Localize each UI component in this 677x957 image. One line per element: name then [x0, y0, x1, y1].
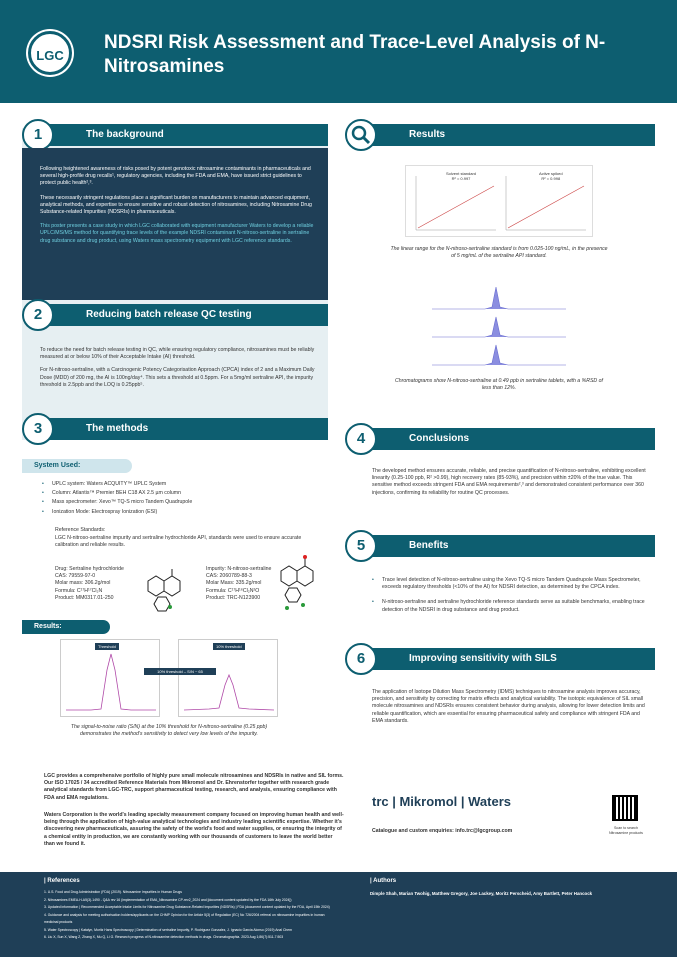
threshold-label: Threshold: [95, 643, 119, 650]
authors-title: | Authors: [370, 878, 397, 884]
reference-item: 1. U.S. Food and Drug Administration (FDA) (2019). Nitrosamine Impurities in Human Drugs: [44, 890, 182, 894]
impurity-formula: Formula: C¹⁷H¹⁶Cl₂N²O: [206, 587, 260, 594]
drug-formula: Formula: C¹⁷H¹⁷Cl₂N: [55, 587, 103, 594]
sn-trace-1: [61, 640, 161, 718]
linearity-chart: [405, 165, 593, 237]
results-heading: Results: [359, 124, 655, 146]
lin-label-b: Active spiked: [539, 171, 563, 176]
section-6-heading: Improving sensitivity with SILS: [359, 648, 655, 670]
section-2-number: 2: [22, 299, 54, 331]
references-title: | References: [44, 878, 80, 884]
system-item: • UPLC system: Waters ACQUITY™ UPLC System: [42, 481, 312, 488]
section-3-number: 3: [22, 413, 54, 445]
system-used-label: System Used:: [22, 459, 132, 473]
results-label: Results:: [22, 620, 110, 634]
drug-info: [55, 566, 135, 602]
reference-item: 5. Water Spectroscopy | Katalyn, Moritz Hans Spectroscopy | Determination of sertraline Impurity, P. Rodriguez Gonzalez, J. Ignacio Garcia Alonso (2019) Anal Chem: [44, 927, 293, 932]
background-p1: Following heightened awareness of risks posed by potent genotoxic nitrosamine contaminants in pharmaceuticals and several high-profile drug recalls¹, regulatory agencies, including the FDA and EMA, have issued strict guidelines to protect public health²,³.: [40, 166, 311, 187]
linearity-lines: [406, 166, 594, 238]
sn-chart: [60, 639, 278, 717]
nitroso-sertraline-structure: [275, 553, 315, 613]
conclusions-text: The developed method ensures accurate, reliable, and precise quantification of N-nitroso-sertraline, exhibiting excellent linearity (0.25-100 ppb, R² >0.99), high recovery rates (85-93%), and precision within ±20% of the true value. This sensitive method exceeds stringent FDA and EMA requirements²,³ and demonstrated consistent performance over 360 injections, confirming its reliability for routine QC processes.: [372, 468, 646, 496]
linearity-label-a: [446, 171, 476, 181]
references-title-text: References: [47, 878, 80, 884]
impurity-product: Product: TRC-N123900: [206, 594, 261, 601]
drug-name: Drug: Sertraline hydrochloride: [55, 566, 124, 572]
authors-title-text: Authors: [373, 878, 397, 884]
benefit-item: • Trace level detection of N-nitroso-sertraline using the Xevo TQ-S micro Tandem Quadrupole Mass Spectrometer, exceeds regulatory thresholds (<10% of the AI) for NDSRI detection, as determined by the CPCA index.: [372, 577, 652, 591]
impurity-cas: CAS: 2060789-88-3: [206, 573, 252, 580]
lin-r2-a: R² = 0.997: [451, 176, 471, 181]
ten-pct-label: 10% threshold: [213, 643, 245, 650]
section-4-heading: Conclusions: [359, 428, 655, 450]
section-5-number: 5: [345, 530, 377, 562]
drug-product: Product: MM0317.01-250: [55, 594, 114, 601]
footer-references: [0, 872, 677, 957]
section-3-heading: The methods: [36, 418, 328, 440]
magnifier-icon: [345, 119, 377, 151]
lin-label-a: Solvent standard: [446, 171, 477, 176]
background-p2: These necessarily stringent regulations place a significant burden on manufacturers to maintain advanced equipment, analytical methods, and expertise to ensure sensitive and robust detection of nitrosamines, including Nitrosamine Drug Substance-related Impurities (NDSRIs) in pharmaceuticals.: [40, 194, 312, 216]
sn-chart-10pct: [178, 639, 278, 717]
qc-p1: To reduce the need for batch release testing in QC, while ensuring regulatory compliance, nitrosamines must be reliably measured at or below 10% of their Acceptable Intake (AI) threshold.: [40, 347, 315, 361]
reference-standards: [55, 527, 315, 556]
waters-about: Waters Corporation is the world's leading specialty measurement company focused on improving human health and well-being through the application of high-value analytical technologies and industry leading scientific expertise. Whether it's discovering new pharmaceuticals, assuring the safety of the world's food and water supplies, or ensuring the integrity of a chemical entity in production, we are constantly working with our thousands of customers to leave the world better than we found it.: [44, 812, 344, 847]
ref-title: Reference Standards:: [55, 527, 106, 533]
system-item: • Mass spectrometer: Xevo™ TQ-S micro Tandem Quadrupole: [42, 499, 312, 506]
sn-trace-2: [179, 640, 279, 718]
sn-chart-threshold: [60, 639, 160, 717]
qc-p2: For N-nitroso-sertraline, with a Carcinogenic Potency Categorisation Approach (CPCA) index of 2 and a Maximum Daily Dose (MDD) of 200 mg, the AI is 100ng/day⁴. This sets a threshold at 0.5ppm. For a 5mg/ml sertraline API, the impurity threshold is 2.5ppb and the LOQ is 0.25ppb⁵.: [40, 367, 315, 388]
section-2-text: [40, 347, 318, 395]
header: [0, 0, 677, 103]
reference-item: 4. Guidance and analysis for meeting authorisation holders/applicants on the CHMP Opinion for the Article 5(3) of Regulation (EC) No 726/2004 referral on nitrosamine impurities in human medicinal products: [44, 912, 325, 924]
section-1-number: 1: [22, 119, 54, 151]
linearity-caption: The linear range for the N-nitroso-sertraline standard is from 0.025-100 ng/mL, in the presence of 5 mg/mL of the sertraline API standard.: [390, 246, 608, 259]
system-item: • Ionization Mode: Electrospray Ionization (ESI): [42, 509, 312, 516]
section-1-heading: The background: [36, 124, 328, 146]
background-p3: This poster presents a case study in which LGC collaborated with equipment manufacturer Waters to develop a reliable UPLC/MS/MS method for quantifying trace levels of the example NDSRI contaminant N-nitroso-sertraline in sertraline drug substance and drug product, using Waters mass spectrometry equipment with LGC reference standards.: [40, 223, 314, 244]
partner-brands: trc | Mikromol | Waters: [372, 794, 511, 809]
linearity-label-b: [539, 171, 563, 181]
drug-cas: CAS: 79559-97-0: [55, 573, 96, 580]
chromatogram-traces: [430, 283, 568, 369]
enquiries: Catalogue and custom enquiries: info.trc@lgcgroup.com: [372, 828, 513, 834]
section-2-heading: Reducing batch release QC testing: [36, 304, 328, 326]
authors-names: Dimple Shah, Marian Twohig, Matthew Gregory, Joe Lackey, Moritz Perscheid, Amy Bartlett, Peter Hancock: [370, 891, 593, 896]
qr-label: Scan to search Nitrosamine products: [609, 826, 643, 835]
benefit-item: • N-nitroso-sertraline and sertraline hydrochloride reference standards serve as suitable benchmarks, enabling trace detection of the NDSRI in drug substance and drug product.: [372, 599, 652, 613]
impurity-info: [206, 566, 286, 602]
reference-item: 2. Nitrosamines EMEA-H-A5(3)-1490 - Q&A rev 16 (implementation of EMA_Nitrosamine CP-rev2_2024 and [document content updated by the FDA 16th July 2024]): [44, 897, 292, 902]
section-6-number: 6: [345, 643, 377, 675]
sn-caption: The signal-to-noise ratio (S/N) at the 10% threshold for N-nitroso-sertraline (0.25 ppb) demonstrates the method's sensitivity to detect very low levels of the impurity.: [70, 724, 268, 737]
sils-text: The application of Isotope Dilution Mass Spectrometry (IDMS) techniques to nitrosamine analysis improves accuracy, precision, and sensitivity by correcting for matrix effects and analytical variability. The isotopic equivalence of SIL small molecule nitrosamines and NDSRIs ensures consistent behavior during analysis, allowing for lower detection limits and reliable quantification, which are essential for ensuring pharmaceutical safety and compliance with stringent FDA and EMA standards.: [372, 689, 645, 724]
ref-text: LGC N-nitroso-sertraline impurity and sertraline hydrochloride API, standards were used to ensure accurate calibration and reliable results.: [55, 535, 302, 549]
system-item: • Column: Atlantis™ Premier BEH C18 AX 2.5 µm column: [42, 490, 312, 497]
benefits-list: [372, 577, 652, 616]
background-box: [22, 148, 328, 300]
system-list: [42, 481, 312, 518]
impurity-mass: Molar Mass: 335.2g/mol: [206, 580, 262, 587]
impurity-name: Impurity: N-nitroso-sertraline: [206, 566, 272, 572]
chromatogram: [430, 283, 568, 369]
section-4-number: 4: [345, 423, 377, 455]
sertraline-structure: [140, 567, 185, 612]
qr-code[interactable]: [612, 795, 638, 821]
lgc-about: LGC provides a comprehensive portfolio of highly pure small molecule nitrosamines and NDSRIs in native and SIL forms. Our ISO 17025 / 34 accredited Reference Materials from Mikromol and Dr. Ehrenstorfer together with research grade analytical standards from LGC-TRC, support pharmaceutical testing, research, and analysis, ensuring compliance with FDA and EMA regulations.: [44, 773, 344, 801]
drug-mass: Molar mass: 306.2g/mol: [55, 580, 111, 587]
reference-item: 3. Updated information | Recommended Acceptable Intake Limits for Nitrosamine Drug Substance-Related Impurities (NDSRIs) | FDA (document content updated by the FDA, April 15th 2024): [44, 905, 330, 909]
lin-r2-b: R² = 0.998: [541, 176, 561, 181]
chromatogram-caption: Chromatograms show N-nitroso-sertraline at 0.49 ppb in sertraline tablets, with a %RSD of less than 12%.: [395, 378, 603, 391]
reference-item: 6. Liu X, Sun X, Wang Z, Zhang X, Mu Q, Li G. Research progress of N-nitrosamine detection methods in drugs. Chromatographia. 2023 Aug 1;86(7):511-7:503: [44, 935, 284, 939]
references-list: [44, 889, 334, 942]
sn-ratio-label: 10% threshold – S/N ~ 65: [144, 668, 216, 675]
poster-title: NDSRI Risk Assessment and Trace-Level Analysis of N-Nitrosamines: [104, 32, 606, 77]
section-5-heading: Benefits: [359, 535, 655, 557]
lgc-logo: LGC: [28, 31, 72, 75]
